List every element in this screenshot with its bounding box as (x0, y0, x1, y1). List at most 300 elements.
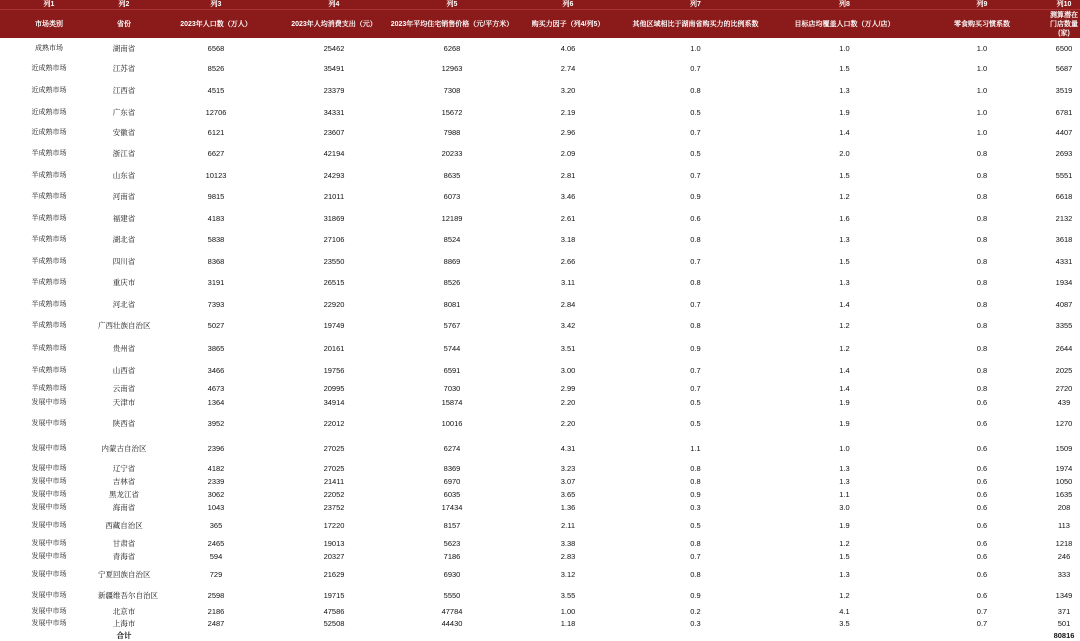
table-cell-col5: 8526 (443, 278, 461, 287)
table-cell-col6: 2.19 (560, 107, 576, 117)
table-cell-col1: 半成熟市场 (31, 322, 67, 329)
table-cell-col8: 1.4 (839, 127, 850, 137)
table-cell-col10: 1218 (1055, 538, 1073, 548)
table-cell-col3: 3466 (207, 365, 225, 375)
column-number-8: 列8 (773, 0, 916, 10)
table-row (0, 58, 1080, 78)
table-cell-col6: 3.65 (560, 489, 576, 499)
table-cell-col2: 黑龙江省 (109, 489, 139, 499)
table-cell-col3: 4515 (207, 85, 225, 95)
table-cell-col3: 5027 (207, 321, 225, 330)
table-cell-col6: 3.12 (560, 569, 576, 579)
table-cell-col3: 7393 (207, 299, 225, 309)
table-row (0, 550, 1080, 563)
table-cell-col4: 21411 (323, 477, 345, 486)
table-row (0, 476, 1080, 487)
column-header-7: 其他区域相比于湖南省购买力的比例系数 (618, 10, 773, 39)
table-row (0, 294, 1080, 314)
table-cell-col4: 22052 (323, 489, 345, 499)
empty-cell (150, 629, 282, 641)
table-row (0, 436, 1080, 460)
table-cell-col7: 0.8 (690, 278, 701, 287)
column-header-9: 零食购买习惯系数 (916, 10, 1048, 39)
table-cell-col3: 2598 (207, 590, 225, 600)
table-row (0, 78, 1080, 102)
table-cell-col3: 12706 (205, 107, 227, 117)
column-header-6: 购买力因子（列4/列5） (518, 10, 618, 39)
empty-cell (518, 629, 618, 641)
empty-cell (618, 629, 773, 641)
table-cell-col3: 2186 (207, 606, 225, 616)
table-cell-col9: 1.0 (976, 85, 988, 95)
table-cell-col9: 0.7 (976, 606, 988, 616)
table-cell-col1: 发展中市场 (31, 619, 67, 627)
column-header-row (0, 10, 1080, 39)
table-cell-col3: 594 (209, 552, 223, 561)
table-cell-col4: 24293 (323, 170, 345, 180)
table-cell-col6: 1.00 (560, 606, 576, 616)
table-cell-col8: 1.3 (839, 463, 850, 473)
table-cell-col10: 4407 (1055, 127, 1073, 137)
table-cell-col3: 4183 (207, 213, 225, 223)
total-row (0, 629, 1080, 641)
table-cell-col10: 208 (1057, 503, 1071, 512)
empty-cell (282, 629, 386, 641)
table-cell-col6: 2.96 (560, 127, 576, 137)
table-cell-col5: 5744 (443, 343, 461, 353)
table-cell-col8: 1.3 (839, 569, 850, 579)
column-header-10: 测算潜在门店数量(家) (1050, 11, 1078, 37)
empty-cell (773, 629, 916, 641)
table-cell-col5: 6073 (443, 192, 461, 201)
table-cell-col9: 1.0 (976, 107, 988, 117)
table-cell-col5: 6268 (443, 43, 461, 53)
table-row (0, 617, 1080, 629)
table-cell-col2: 吉林省 (112, 477, 136, 486)
table-cell-col8: 1.1 (839, 489, 850, 499)
table-cell-col4: 23550 (323, 256, 345, 266)
table-cell-col8: 1.4 (839, 299, 850, 309)
table-row (0, 585, 1080, 605)
table-row (0, 410, 1080, 436)
table-cell-col7: 0.9 (690, 489, 701, 499)
table-cell-col7: 0.5 (690, 149, 701, 158)
table-cell-col2: 海南省 (112, 503, 136, 512)
table-cell-col3: 1043 (207, 503, 225, 512)
table-cell-col8: 1.2 (839, 343, 850, 353)
table-cell-col7: 0.7 (690, 170, 701, 180)
table-cell-col5: 8869 (443, 256, 461, 266)
table-cell-col7: 0.7 (690, 127, 701, 137)
table-cell-col6: 3.23 (560, 463, 576, 473)
table-cell-col4: 19756 (323, 365, 345, 375)
table-cell-col1: 近成熟市场 (31, 64, 67, 72)
column-header-3: 2023年人口数（万人） (150, 10, 282, 39)
column-header-4: 2023年人均消费支出（元） (282, 10, 386, 39)
table-cell-col4: 20161 (323, 343, 345, 353)
table-cell-col9: 0.6 (976, 520, 988, 530)
table-row (0, 359, 1080, 381)
table-cell-col8: 1.5 (839, 63, 850, 73)
table-cell-col4: 35491 (323, 63, 345, 73)
table-cell-col10: 4087 (1055, 299, 1073, 309)
table-cell-col5: 7186 (443, 552, 461, 561)
table-cell-col5: 8081 (443, 299, 461, 309)
table-cell-col9: 0.6 (976, 477, 988, 486)
table-cell-col5: 12963 (441, 63, 463, 73)
table-cell-col8: 3.0 (839, 503, 850, 512)
table-cell-col7: 0.7 (690, 299, 701, 309)
table-row (0, 165, 1080, 185)
table-cell-col7: 0.7 (690, 383, 701, 393)
table-cell-col2: 江苏省 (112, 63, 136, 73)
table-cell-col9: 0.6 (976, 503, 988, 512)
table-cell-col5: 5550 (443, 590, 461, 600)
table-cell-col9: 0.8 (976, 343, 988, 353)
table-cell-col8: 3.5 (839, 618, 850, 628)
table-cell-col6: 3.07 (560, 477, 576, 486)
total-value: 80816 (1053, 630, 1075, 640)
table-cell-col4: 23607 (323, 127, 345, 137)
table-cell-col8: 1.0 (839, 443, 850, 453)
table-body (0, 38, 1080, 641)
table-cell-col1: 发展中市场 (31, 521, 67, 529)
table-cell-col6: 2.20 (560, 398, 576, 407)
table-cell-col2: 青海省 (112, 552, 136, 561)
table-cell-col6: 3.18 (560, 235, 576, 244)
table-row (0, 381, 1080, 395)
table-cell-col7: 0.8 (690, 85, 701, 95)
table-cell-col2: 内蒙古自治区 (101, 443, 147, 453)
table-cell-col3: 2487 (207, 618, 225, 628)
table-cell-col10: 2720 (1055, 383, 1073, 393)
table-cell-col6: 4.06 (560, 43, 576, 53)
table-cell-col7: 0.5 (690, 398, 701, 407)
table-cell-col1: 半成熟市场 (31, 214, 67, 222)
table-cell-col3: 4182 (207, 463, 225, 473)
table-cell-col8: 1.6 (839, 213, 850, 223)
table-cell-col8: 1.2 (839, 538, 850, 548)
table-cell-col6: 2.81 (560, 170, 576, 180)
table-cell-col9: 0.8 (976, 235, 988, 244)
table-cell-col2: 北京市 (112, 606, 136, 616)
empty-cell (386, 629, 518, 641)
table-cell-col7: 0.9 (690, 590, 701, 600)
table-cell-col9: 0.6 (976, 463, 988, 473)
table-cell-col3: 10123 (205, 170, 227, 180)
table-cell-col7: 0.8 (690, 569, 701, 579)
table-cell-col6: 3.42 (560, 321, 576, 330)
table-cell-col4: 47586 (323, 606, 345, 616)
table-row (0, 605, 1080, 617)
table-cell-col2: 陕西省 (112, 418, 136, 428)
table-cell-col4: 25462 (323, 43, 345, 53)
table-cell-col9: 0.8 (976, 170, 988, 180)
table-cell-col10: 439 (1057, 398, 1071, 407)
table-cell-col2: 浙江省 (112, 149, 136, 158)
table-cell-col3: 9815 (207, 192, 225, 201)
table-cell-col6: 3.00 (560, 365, 576, 375)
empty-cell (916, 629, 1048, 641)
table-cell-col4: 52508 (323, 618, 345, 628)
table-cell-col10: 3355 (1055, 321, 1073, 330)
table-cell-col10: 113 (1058, 520, 1070, 530)
table-cell-col10: 1050 (1055, 477, 1073, 486)
table-cell-col7: 0.5 (690, 418, 701, 428)
table-cell-col1: 近成熟市场 (31, 108, 67, 116)
table-cell-col9: 0.8 (976, 365, 988, 375)
table-cell-col9: 0.8 (976, 256, 988, 266)
table-header (0, 0, 1080, 38)
table-cell-col9: 0.6 (976, 418, 988, 428)
table-cell-col4: 17220 (323, 520, 345, 530)
table-cell-col7: 0.3 (690, 503, 701, 512)
table-cell-col1: 发展中市场 (31, 539, 67, 547)
table-cell-col5: 8369 (443, 463, 461, 473)
table-cell-col7: 0.7 (690, 552, 701, 561)
table-cell-col1: 发展中市场 (31, 490, 67, 498)
column-number-3: 列3 (150, 0, 282, 10)
table-cell-col4: 19715 (323, 590, 345, 600)
table-cell-col5: 15672 (441, 107, 463, 117)
table-cell-col10: 6618 (1055, 192, 1073, 201)
table-cell-col7: 0.8 (690, 538, 701, 548)
table-cell-col1: 半成熟市场 (31, 193, 67, 200)
table-cell-col10: 5551 (1055, 170, 1073, 180)
table-cell-col1: 发展中市场 (31, 399, 67, 406)
table-cell-col1: 半成熟市场 (31, 344, 67, 352)
table-cell-col4: 20995 (323, 383, 345, 393)
table-cell-col5: 6035 (443, 489, 461, 499)
table-cell-col8: 1.4 (839, 365, 850, 375)
table-cell-col10: 5687 (1055, 63, 1073, 73)
table-cell-col8: 1.3 (839, 235, 850, 244)
table-cell-col9: 1.0 (976, 43, 988, 53)
table-cell-col4: 31869 (323, 213, 345, 223)
table-cell-col6: 3.55 (560, 590, 576, 600)
table-cell-col7: 0.9 (690, 192, 701, 201)
column-header-1: 市场类别 (0, 10, 98, 39)
table-cell-col4: 20327 (323, 552, 345, 561)
table-cell-col2: 宁夏回族自治区 (98, 569, 151, 579)
table-cell-col5: 5767 (443, 321, 461, 330)
table-cell-col1: 发展中市场 (31, 553, 67, 560)
table-cell-col10: 1270 (1055, 418, 1073, 428)
column-number-4: 列4 (282, 0, 386, 10)
table-row (0, 228, 1080, 251)
table-cell-col4: 26515 (323, 278, 345, 287)
table-cell-col6: 2.99 (560, 383, 576, 393)
table-cell-col10: 1509 (1055, 443, 1073, 453)
table-cell-col3: 3062 (207, 489, 225, 499)
table-cell-col8: 1.2 (839, 590, 850, 600)
table-cell-col9: 0.6 (976, 569, 988, 579)
table-cell-col1: 发展中市场 (31, 570, 67, 578)
table-cell-col6: 2.74 (560, 63, 576, 73)
table-cell-col7: 0.5 (690, 107, 701, 117)
table-row (0, 208, 1080, 228)
table-cell-col5: 47784 (441, 606, 463, 616)
table-cell-col1: 半成熟市场 (31, 384, 67, 392)
table-cell-col2: 西藏自治区 (105, 520, 143, 530)
table-cell-col7: 0.7 (690, 365, 701, 375)
table-cell-col4: 42194 (323, 149, 345, 158)
table-row (0, 395, 1080, 410)
table-cell-col8: 1.3 (839, 85, 850, 95)
table-cell-col4: 23752 (323, 503, 345, 512)
table-cell-col5: 12189 (441, 213, 463, 223)
table-cell-col5: 6930 (443, 569, 461, 579)
table-cell-col6: 3.11 (560, 278, 576, 287)
table-cell-col2: 广东省 (112, 107, 136, 117)
table-cell-col3: 4673 (207, 383, 225, 393)
table-cell-col5: 5623 (443, 538, 461, 548)
table-cell-col5: 6591 (443, 365, 461, 375)
table-cell-col9: 0.8 (976, 192, 988, 201)
table-cell-col9: 0.6 (976, 443, 988, 453)
table-cell-col5: 20233 (441, 149, 463, 158)
table-cell-col9: 0.8 (976, 299, 988, 309)
table-cell-col3: 729 (209, 569, 223, 579)
table-cell-col2: 河北省 (112, 299, 136, 309)
table-cell-col5: 7988 (443, 127, 461, 137)
table-cell-col7: 1.0 (690, 43, 701, 53)
table-cell-col10: 1934 (1055, 278, 1073, 287)
table-cell-col5: 7030 (443, 383, 461, 393)
table-cell-col2: 云南省 (112, 383, 136, 393)
table-cell-col3: 6627 (207, 149, 225, 158)
table-cell-col9: 0.8 (976, 278, 988, 287)
table-row (0, 38, 1080, 58)
empty-cell (0, 629, 98, 641)
table-row (0, 102, 1080, 122)
table-cell-col3: 6568 (207, 43, 225, 53)
table-cell-col2: 辽宁省 (112, 463, 136, 473)
table-cell-col5: 17434 (441, 503, 463, 512)
table-cell-col3: 8526 (207, 63, 225, 73)
table-cell-col7: 0.8 (690, 463, 701, 473)
column-number-5: 列5 (386, 0, 518, 10)
table-cell-col8: 1.0 (839, 43, 850, 53)
table-cell-col1: 发展中市场 (31, 478, 67, 485)
table-cell-col6: 2.61 (560, 213, 576, 223)
column-number-9: 列9 (916, 0, 1048, 10)
table-cell-col8: 1.5 (839, 552, 850, 561)
table-cell-col1: 近成熟市场 (31, 86, 67, 94)
table-cell-col1: 发展中市场 (31, 419, 67, 427)
table-cell-col8: 1.5 (839, 170, 850, 180)
table-cell-col7: 0.2 (690, 606, 701, 616)
table-cell-col1: 成熟市场 (35, 44, 63, 52)
table-cell-col3: 2396 (207, 443, 225, 453)
table-cell-col1: 半成熟市场 (31, 300, 67, 308)
table-cell-col4: 23379 (323, 85, 345, 95)
table-cell-col1: 发展中市场 (31, 464, 67, 472)
table-cell-col10: 2025 (1055, 365, 1073, 375)
table-cell-col8: 1.9 (839, 107, 850, 117)
table-cell-col8: 1.2 (839, 321, 850, 330)
table-cell-col3: 3191 (207, 278, 225, 287)
table-row (0, 536, 1080, 550)
table-cell-col10: 246 (1057, 552, 1071, 561)
table-cell-col8: 1.9 (839, 520, 850, 530)
table-cell-col9: 0.7 (976, 618, 988, 628)
table-cell-col2: 江西省 (112, 85, 136, 95)
table-cell-col3: 2465 (207, 538, 225, 548)
table-cell-col1: 半成熟市场 (31, 366, 67, 374)
column-header-2: 省份 (98, 10, 150, 39)
table-cell-col1: 发展中市场 (31, 504, 67, 511)
table-cell-col4: 19013 (323, 538, 345, 548)
column-header-8: 目标店均覆盖人口数（万人/店） (773, 10, 916, 39)
table-cell-col10: 4331 (1055, 256, 1073, 266)
column-number-10: 列10 (1048, 0, 1080, 10)
column-number-6: 列6 (518, 0, 618, 10)
table-row (0, 460, 1080, 476)
table-row (0, 142, 1080, 165)
column-number-2: 列2 (98, 0, 150, 10)
table-row (0, 487, 1080, 501)
table-cell-col6: 1.36 (560, 503, 576, 512)
table-cell-col1: 发展中市场 (31, 591, 67, 599)
table-cell-col8: 1.3 (839, 477, 850, 486)
table-cell-col7: 0.8 (690, 477, 701, 486)
table-cell-col4: 34914 (323, 398, 345, 407)
table-cell-col5: 8635 (443, 170, 461, 180)
table-cell-col9: 1.0 (976, 63, 988, 73)
table-cell-col9: 0.6 (976, 398, 988, 407)
table-cell-col2: 天津市 (112, 398, 136, 407)
table-cell-col8: 1.9 (839, 418, 850, 428)
table-row (0, 514, 1080, 536)
table-cell-col7: 0.8 (690, 321, 701, 330)
table-cell-col6: 4.31 (560, 443, 576, 453)
table-cell-col3: 1364 (207, 398, 225, 407)
table-cell-col10: 2693 (1055, 149, 1073, 158)
table-cell-col7: 0.5 (690, 520, 701, 530)
table-cell-col2: 山东省 (112, 170, 136, 180)
table-cell-col7: 1.1 (690, 443, 701, 453)
table-cell-col7: 0.6 (690, 213, 701, 223)
table-cell-col8: 4.1 (839, 606, 850, 616)
table-cell-col8: 1.5 (839, 256, 850, 266)
table-cell-col9: 0.6 (976, 552, 988, 561)
table-cell-col10: 6781 (1055, 107, 1073, 117)
table-cell-col10: 2132 (1055, 213, 1073, 223)
table-cell-col8: 1.4 (839, 383, 850, 393)
table-cell-col10: 6500 (1055, 43, 1073, 53)
table-cell-col2: 贵州省 (112, 343, 136, 353)
table-cell-col2: 上海市 (112, 618, 136, 628)
table-cell-col3: 6121 (207, 127, 225, 137)
table-cell-col7: 0.8 (690, 235, 701, 244)
table-cell-col5: 7308 (443, 85, 461, 95)
table-cell-col4: 34331 (323, 107, 345, 117)
table-cell-col2: 湖北省 (112, 235, 136, 244)
table-cell-col9: 0.6 (976, 538, 988, 548)
table-cell-col7: 0.9 (690, 343, 701, 353)
table-cell-col1: 半成熟市场 (31, 257, 67, 265)
table-cell-col2: 湖南省 (112, 43, 136, 53)
table-cell-col6: 3.46 (560, 192, 576, 201)
table-cell-col4: 27025 (323, 443, 345, 453)
table-cell-col10: 3519 (1055, 85, 1073, 95)
table-cell-col10: 371 (1057, 606, 1071, 616)
table-cell-col6: 3.20 (560, 85, 576, 95)
column-number-row (0, 0, 1080, 10)
table-cell-col4: 27025 (323, 463, 345, 473)
table-cell-col4: 22012 (323, 418, 345, 428)
